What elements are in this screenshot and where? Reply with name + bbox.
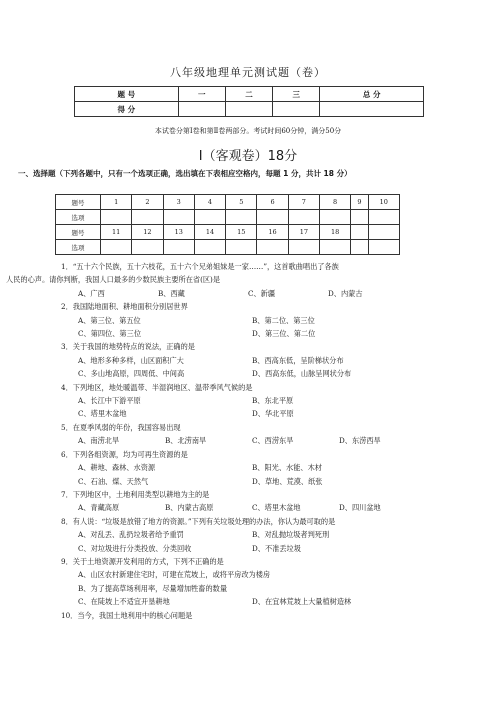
answer-row-numbers-1 [56, 195, 400, 210]
score-header-cell: 三 [273, 87, 320, 102]
answer-table [55, 194, 400, 255]
question-options [61, 287, 481, 300]
option-d[interactable]: D、华北平原 [252, 409, 294, 419]
score-cell[interactable] [178, 102, 225, 117]
option-c[interactable]: C、石油、煤、天然气 [78, 476, 149, 486]
answer-cell: 17 [288, 225, 319, 240]
answer-row-options-1 [56, 210, 400, 225]
option-d[interactable]: D、东涝西旱 [339, 436, 381, 446]
question-stem: 3．关于我国的地势特点的说法，正确的是 [61, 342, 195, 352]
answer-input-cell [351, 240, 368, 255]
option-b[interactable]: B、为了提高草场利用率，尽量增加牲畜的数量 [78, 583, 228, 593]
exam-note: 本试卷分第Ⅰ卷和第Ⅱ卷两部分。考试时间60分钟，满分50分 [154, 127, 342, 135]
question-options [61, 595, 481, 608]
option-b[interactable]: B、内蒙古高原 [165, 503, 214, 513]
answer-cell: 3 [163, 195, 194, 210]
answer-input-cell[interactable] [194, 210, 225, 225]
question-stem: 4．下列地区，地处暖温带、半湿润地区、温带季风气候的是 [61, 382, 253, 392]
score-header-cell: 一 [178, 87, 225, 102]
answer-row-numbers-2 [56, 225, 400, 240]
answer-cell: 14 [194, 225, 225, 240]
question-stem: 6．下列各组资源，均为可再生资源的是 [61, 449, 188, 459]
answer-cell: 题号 [56, 195, 101, 210]
score-table [74, 86, 424, 117]
answer-cell: 18 [319, 225, 350, 240]
option-c[interactable]: C、对垃圾进行分类投放、分类回收 [78, 543, 192, 553]
option-a[interactable]: A、南涝北旱 [78, 436, 120, 446]
answer-input-cell[interactable] [132, 240, 163, 255]
score-cell[interactable] [225, 102, 272, 117]
score-header-cell: 二 [225, 87, 272, 102]
answer-cell: 15 [226, 225, 257, 240]
option-c[interactable]: C、在陡坡上不适宜开垦耕地 [78, 597, 170, 607]
section-title: Ⅰ（客观卷）18分 [198, 149, 298, 164]
question-options [61, 475, 481, 488]
answer-input-cell[interactable] [132, 210, 163, 225]
question-options [61, 568, 481, 581]
answer-cell: 题号 [56, 225, 101, 240]
option-d[interactable]: D、不准丢垃圾 [252, 543, 301, 553]
option-d[interactable]: D、内蒙古 [328, 288, 363, 298]
question-stem: 5．在夏季风弱的年份，我国容易出现 [61, 422, 181, 432]
option-d[interactable]: D、在宜林荒坡上大量植树造林 [252, 597, 352, 607]
question-stem: 8．有人说：“垃圾是放错了地方的资源。”下列有关垃圾处理的办法，你认为最可取的是 [61, 516, 336, 526]
option-b[interactable]: B、第二位、第三位 [252, 315, 315, 325]
score-label-cell: 得 分 [75, 102, 179, 117]
answer-input-cell[interactable] [288, 240, 319, 255]
answer-input-cell[interactable] [257, 210, 288, 225]
option-d[interactable]: D、四川盆地 [339, 503, 381, 513]
answer-input-cell[interactable] [257, 240, 288, 255]
answer-input-cell[interactable] [226, 210, 257, 225]
question-stem: 1．“五十六个民族，五十六枝花，五十六个兄弟姐妹是一家……”，这首歌曲唱出了各族 [61, 262, 339, 271]
option-a[interactable]: A、长江中下游平原 [78, 396, 141, 406]
answer-input-cell[interactable] [163, 210, 194, 225]
question-options [61, 394, 481, 407]
answer-input-cell[interactable] [101, 210, 132, 225]
option-b[interactable]: B、西藏 [158, 288, 185, 298]
option-a[interactable]: A、地形多种多样，山区面积广大 [78, 355, 184, 365]
answer-cell: 7 [288, 195, 319, 210]
question-stem-cont: 人民的心声。请你判断，我国人口最多的少数民族主要所在省(区)是 [6, 275, 221, 285]
question-options [61, 582, 481, 595]
question-list [6, 260, 481, 622]
option-a[interactable]: A、青藏高原 [78, 503, 120, 513]
question-stem: 7．下列地区中，土地利用类型以耕地为主的是 [61, 489, 210, 499]
option-d[interactable]: D、第三位、第二位 [252, 329, 316, 339]
question-options [61, 314, 481, 327]
answer-cell: 1 [101, 195, 132, 210]
score-cell[interactable] [273, 102, 320, 117]
answer-cell: 16 [257, 225, 288, 240]
answer-input-cell [368, 240, 399, 255]
question-options [61, 407, 481, 420]
option-a[interactable]: A、对乱丢、乱扔垃圾者给予重罚 [78, 530, 184, 540]
option-b[interactable]: B、阳光、水能、木材 [252, 463, 322, 473]
answer-input-cell[interactable] [226, 240, 257, 255]
answer-cell: 4 [194, 195, 225, 210]
answer-cell: 9 [351, 195, 368, 210]
answer-cell: 13 [163, 225, 194, 240]
option-a[interactable]: A、广西 [78, 288, 105, 298]
answer-row-options-2 [56, 240, 400, 255]
answer-cell: 8 [319, 195, 350, 210]
option-c[interactable]: C、新疆 [248, 288, 276, 298]
answer-cell: 10 [368, 195, 399, 210]
option-c[interactable]: C、塔里木盆地 [252, 503, 301, 513]
option-a[interactable]: A、山区农村新建住宅时，可建在荒坡上，或将平房改为楼房 [78, 570, 271, 580]
score-header-cell: 题 号 [75, 87, 179, 102]
question-stem: 9．关于土地资源开发利用的方式，下列不正确的是 [61, 556, 224, 566]
answer-cell [368, 225, 399, 240]
question-options [61, 354, 481, 367]
instructions: 一、选择题（下列各题中，只有一个选项正确，选出填在下表相应空格内，每题 1 分，共计 18 分） [18, 169, 352, 178]
option-d[interactable]: D、西高东低，山脉呈网状分布 [252, 369, 352, 379]
question-stem: 2．我国陆地面积、耕地面积分别居世界 [61, 302, 188, 312]
option-c[interactable]: C、第四位、第三位 [78, 329, 142, 339]
answer-cell: 选项 [56, 210, 101, 225]
score-cell[interactable] [320, 102, 424, 117]
question-stem: 10．当今，我国土地利用中的核心问题是 [61, 610, 193, 620]
answer-input-cell[interactable] [319, 210, 350, 225]
option-c[interactable]: C、多山地高原，四周低、中间高 [78, 369, 185, 379]
answer-input-cell[interactable] [351, 210, 368, 225]
answer-cell: 12 [132, 225, 163, 240]
answer-input-cell[interactable] [368, 210, 399, 225]
option-d[interactable]: D、草地、荒漠、纸张 [252, 476, 323, 486]
answer-input-cell[interactable] [319, 240, 350, 255]
question-options [61, 434, 481, 447]
question-options [61, 327, 481, 340]
answer-cell: 选项 [56, 240, 101, 255]
option-b[interactable]: B、北涝南旱 [165, 436, 207, 446]
answer-cell: 6 [257, 195, 288, 210]
answer-input-cell[interactable] [101, 240, 132, 255]
option-c[interactable]: C、塔里木盆地 [78, 409, 127, 419]
option-c[interactable]: C、西涝东旱 [252, 436, 294, 446]
question-options [61, 367, 481, 380]
answer-cell: 11 [101, 225, 132, 240]
answer-cell [351, 225, 368, 240]
question-options [61, 501, 481, 514]
answer-input-cell[interactable] [288, 210, 319, 225]
option-b[interactable]: B、西高东低，呈阶梯状分布 [252, 355, 344, 365]
option-b[interactable]: B、东北平原 [252, 396, 294, 406]
question-options [61, 528, 481, 541]
answer-input-cell[interactable] [194, 240, 225, 255]
answer-cell: 5 [226, 195, 257, 210]
answer-cell: 2 [132, 195, 163, 210]
exam-title: 八年级地理单元测试题（卷） [170, 66, 326, 79]
option-b[interactable]: B、对乱抛垃圾者判死刑 [252, 530, 330, 540]
question-options [61, 461, 481, 474]
score-header-cell: 总 分 [320, 87, 424, 102]
question-options [61, 542, 481, 555]
option-a[interactable]: A、第三位、第五位 [78, 315, 141, 325]
option-a[interactable]: A、耕地、森林、水资源 [78, 463, 156, 473]
answer-input-cell[interactable] [163, 240, 194, 255]
